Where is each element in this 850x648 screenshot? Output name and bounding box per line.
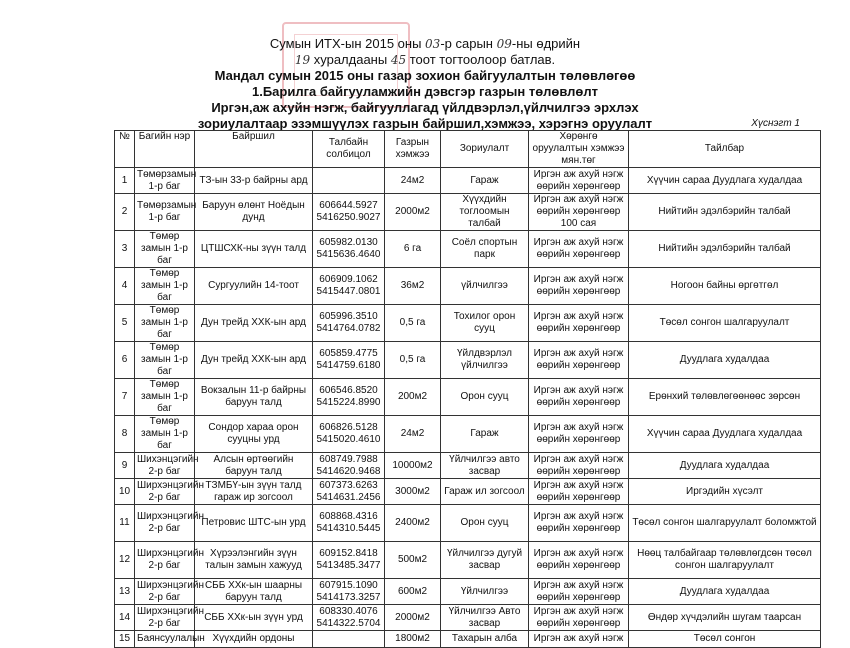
cell-investment: Иргэн аж ахуй нэгж өөрийн хөрөнгөөр: [529, 416, 629, 453]
cell-area: 3000м2: [385, 479, 441, 505]
cell-purpose: Үйлчилгээ дугуй засвар: [441, 542, 529, 579]
table-row: [115, 631, 821, 648]
cell-investment: Иргэн аж ахуй нэгж: [529, 631, 629, 648]
cell-bag: Төмөрзамын 1-р баг: [135, 168, 195, 194]
cell-purpose: Тахарын алба: [441, 631, 529, 648]
approval-text: хуралдааны: [313, 52, 388, 67]
cell-no: 15: [115, 631, 135, 648]
cell-bag: Төмөр замын 1-р баг: [135, 305, 195, 342]
cell-coords: 608868.4316 5414310.5445: [313, 505, 385, 542]
cell-location: Алсын өртөөгийн баруун талд: [195, 453, 313, 479]
cell-area: 600м2: [385, 579, 441, 605]
cell-note: Төсөл сонгон шалгаруулалт боломжтой: [629, 505, 821, 542]
cell-area: 24м2: [385, 168, 441, 194]
cell-bag: Ширхэнцэгийн 2-р баг: [135, 479, 195, 505]
cell-investment: Иргэн аж ахуй нэгж өөрийн хөрөнгөөр: [529, 542, 629, 579]
cell-no: 9: [115, 453, 135, 479]
table-row: [115, 416, 821, 453]
table-row: [115, 168, 821, 194]
cell-bag: Ширхэнцэгийн 2-р баг: [135, 505, 195, 542]
col-header-note: Тайлбар: [629, 131, 821, 168]
cell-note: Дуудлага худалдаа: [629, 342, 821, 379]
table-row: [115, 194, 821, 231]
cell-purpose: Орон сууц: [441, 379, 529, 416]
cell-area: 1800м2: [385, 631, 441, 648]
handwritten-decree: 45: [390, 53, 407, 67]
cell-coords: 606644.5927 5416250.9027: [313, 194, 385, 231]
cell-no: 6: [115, 342, 135, 379]
table-row: [115, 579, 821, 605]
cell-no: 1: [115, 168, 135, 194]
cell-bag: Ширхэнцэгийн 2-р баг: [135, 542, 195, 579]
annex-label: Хүснэгт 1: [751, 118, 800, 129]
table-row: [115, 542, 821, 579]
approval-text: тоот тогтоолоор батлав.: [409, 52, 556, 67]
subtitle-line-2: зориулалтаар эзэмшүүлэх газрын байршил,хэмжээ, хэрэгнэ оруулалт: [197, 116, 653, 131]
cell-coords: 609152.8418 5413485.3477: [313, 542, 385, 579]
cell-bag: Төмөрзамын 1-р баг: [135, 194, 195, 231]
cell-investment: Иргэн аж ахуй нэгж өөрийн хөрөнгөөр: [529, 305, 629, 342]
cell-purpose: Үйлчилгээ: [441, 579, 529, 605]
cell-note: Нийтийн эдэлбэрийн талбай: [629, 231, 821, 268]
cell-coords: [313, 631, 385, 648]
cell-no: 12: [115, 542, 135, 579]
approval-line-2: [0, 52, 850, 67]
cell-no: 14: [115, 605, 135, 631]
cell-location: СББ ХХк-ын шаарны баруун талд: [195, 579, 313, 605]
cell-no: 10: [115, 479, 135, 505]
cell-coords: [313, 168, 385, 194]
cell-location: ТЗМБҮ-ын зүүн талд гараж ир зогсоол: [195, 479, 313, 505]
cell-investment: Иргэн аж ахуй нэгж өөрийн хөрөнгөөр: [529, 268, 629, 305]
table-header-row: [115, 131, 821, 168]
cell-location: Сондор хараа орон сууцны урд: [195, 416, 313, 453]
col-header-location: Байршил: [195, 131, 313, 168]
cell-location: Вокзалын 11-р байрны баруун талд: [195, 379, 313, 416]
cell-area: 0,5 га: [385, 342, 441, 379]
cell-coords: 608749.7988 5414620.9468: [313, 453, 385, 479]
cell-purpose: Тохилог орон сууц: [441, 305, 529, 342]
cell-investment: Иргэн аж ахуй нэгж өөрийн хөрөнгөөр: [529, 579, 629, 605]
cell-bag: Баянсуулалын: [135, 631, 195, 648]
cell-bag: Шихэнцэгийн 2-р баг: [135, 453, 195, 479]
cell-area: 200м2: [385, 379, 441, 416]
cell-note: Ногоон байны өргөтгөл: [629, 268, 821, 305]
cell-coords: 606546.8520 5415224.8990: [313, 379, 385, 416]
col-header-area: Газрын хэмжээ: [385, 131, 441, 168]
col-header-bag: Багийн нэр: [135, 131, 195, 168]
cell-note: Хүүчин сараа Дуудлага худалдаа: [629, 416, 821, 453]
cell-area: 10000м2: [385, 453, 441, 479]
cell-note: Иргэдийн хүсэлт: [629, 479, 821, 505]
cell-location: СББ ХХк-ын зүүн урд: [195, 605, 313, 631]
col-header-coords: Талбайн солбицол: [313, 131, 385, 168]
cell-purpose: Гараж: [441, 416, 529, 453]
cell-coords: 608330.4076 5414322.5704: [313, 605, 385, 631]
cell-location: Сургуулийн 14-тоот: [195, 268, 313, 305]
cell-bag: Төмөр замын 1-р баг: [135, 268, 195, 305]
cell-purpose: үйлчилгээ: [441, 268, 529, 305]
cell-area: 2400м2: [385, 505, 441, 542]
approval-text: -ны өдрийн: [511, 36, 581, 51]
cell-no: 5: [115, 305, 135, 342]
cell-investment: Иргэн аж ахуй нэгж өөрийн хөрөнгөөр: [529, 479, 629, 505]
cell-bag: Төмөр замын 1-р баг: [135, 379, 195, 416]
cell-purpose: Орон сууц: [441, 505, 529, 542]
cell-coords: 607915.1090 5414173.3257: [313, 579, 385, 605]
cell-purpose: Үйлчилгээ Авто засвар: [441, 605, 529, 631]
cell-bag: Төмөр замын 1-р баг: [135, 342, 195, 379]
col-header-investment: Хөрөнгө оруулалтын хэмжээ мян.төг: [529, 131, 629, 168]
section-title: 1.Барилга байгууламжийн дэвсгэр газрын төлөвлөлт: [252, 84, 598, 99]
cell-area: 6 га: [385, 231, 441, 268]
cell-location: ТЗ-ын 33-р байрны ард: [195, 168, 313, 194]
cell-area: 36м2: [385, 268, 441, 305]
cell-no: 11: [115, 505, 135, 542]
table-row: [115, 505, 821, 542]
cell-coords: 606909.1062 5415447.0801: [313, 268, 385, 305]
cell-location: Баруун өлөнт Ноёдын дунд: [195, 194, 313, 231]
approval-text: -р сарын: [440, 36, 493, 51]
cell-coords: 605859.4775 5414759.6180: [313, 342, 385, 379]
cell-investment: Иргэн аж ахуй нэгж өөрийн хөрөнгөөр 100 сая: [529, 194, 629, 231]
cell-note: Өндөр хүчдэлийн шугам таарсан: [629, 605, 821, 631]
land-plan-table: [114, 130, 821, 648]
cell-location: Дун трейд ХХК-ын ард: [195, 305, 313, 342]
cell-location: Дун трейд ХХК-ын ард: [195, 342, 313, 379]
table-row: [115, 268, 821, 305]
cell-investment: Иргэн аж ахуй нэгж өөрийн хөрөнгөөр: [529, 605, 629, 631]
document-title: Мандал сумын 2015 оны газар зохион байгуулалтын төлөвлөгөө: [214, 68, 636, 83]
cell-area: 0,5 га: [385, 305, 441, 342]
cell-bag: Ширхэнцэгийн 2-р баг: [135, 605, 195, 631]
cell-purpose: Гараж ил зогсоол: [441, 479, 529, 505]
approval-text: Сумын ИТХ-ын 2015 оны: [269, 36, 422, 51]
cell-investment: Иргэн аж ахуй нэгж өөрийн хөрөнгөөр: [529, 342, 629, 379]
cell-area: 2000м2: [385, 194, 441, 231]
cell-note: Нөөц талбайгаар төлөвлөгдсөн төсөл сонгон шалгаруулалт: [629, 542, 821, 579]
approval-line-1: [0, 36, 850, 51]
cell-note: Дуудлага худалдаа: [629, 453, 821, 479]
cell-note: Нийтийн эдэлбэрийн талбай: [629, 194, 821, 231]
table-row: [115, 379, 821, 416]
cell-location: Хүүхдийн ордоны: [195, 631, 313, 648]
cell-note: Ерөнхий төлөвлөгөөнөөс зөрсөн: [629, 379, 821, 416]
cell-no: 3: [115, 231, 135, 268]
cell-investment: Иргэн аж ахуй нэгж өөрийн хөрөнгөөр: [529, 453, 629, 479]
cell-location: Петровис ШТС-ын урд: [195, 505, 313, 542]
col-header-no: №: [115, 131, 135, 168]
cell-area: 500м2: [385, 542, 441, 579]
cell-no: 13: [115, 579, 135, 605]
cell-coords: 605996.3510 5414764.0782: [313, 305, 385, 342]
cell-area: 2000м2: [385, 605, 441, 631]
col-header-purpose: Зориулалт: [441, 131, 529, 168]
cell-purpose: Үйлдвэрлэл үйлчилгээ: [441, 342, 529, 379]
cell-bag: Ширхэнцэгийн 2-р баг: [135, 579, 195, 605]
cell-coords: 605982.0130 5415636.4640: [313, 231, 385, 268]
cell-no: 2: [115, 194, 135, 231]
table-row: [115, 479, 821, 505]
cell-coords: 606826.5128 5415020.4610: [313, 416, 385, 453]
subtitle-line-1: Иргэн,аж ахуйн нэгж, байгууллагад үйлдвэрлэл,үйлчилгээ эрхлэх: [211, 100, 639, 115]
table-row: [115, 342, 821, 379]
handwritten-month: 03: [425, 37, 441, 51]
cell-investment: Иргэн аж ахуй нэгж өөрийн хөрөнгөөр: [529, 168, 629, 194]
cell-area: 24м2: [385, 416, 441, 453]
table-row: [115, 231, 821, 268]
cell-note: Төсөл сонгон шалгаруулалт: [629, 305, 821, 342]
cell-investment: Иргэн аж ахуй нэгж өөрийн хөрөнгөөр: [529, 379, 629, 416]
table-row: [115, 605, 821, 631]
table-row: [115, 453, 821, 479]
cell-purpose: Соёл спортын парк: [441, 231, 529, 268]
cell-investment: Иргэн аж ахуй нэгж өөрийн хөрөнгөөр: [529, 505, 629, 542]
cell-location: ЦТШСХК-ны зүүн талд: [195, 231, 313, 268]
cell-note: Дуудлага худалдаа: [629, 579, 821, 605]
handwritten-session: 19: [294, 53, 311, 67]
cell-investment: Иргэн аж ахуй нэгж өөрийн хөрөнгөөр: [529, 231, 629, 268]
cell-no: 7: [115, 379, 135, 416]
cell-no: 4: [115, 268, 135, 305]
cell-note: Хүүчин сараа Дуудлага худалдаа: [629, 168, 821, 194]
cell-no: 8: [115, 416, 135, 453]
table-row: [115, 305, 821, 342]
cell-bag: Төмөр замын 1-р баг: [135, 416, 195, 453]
cell-coords: 607373.6263 5414631.2456: [313, 479, 385, 505]
cell-location: Хүрээлэнгийн зүүн талын замын хажууд: [195, 542, 313, 579]
cell-purpose: Гараж: [441, 168, 529, 194]
cell-note: Төсөл сонгон: [629, 631, 821, 648]
handwritten-day: 09: [496, 37, 512, 51]
cell-purpose: Үйлчилгээ авто засвар: [441, 453, 529, 479]
cell-bag: Төмөр замын 1-р баг: [135, 231, 195, 268]
cell-purpose: Хүүхдийн тоглоомын талбай: [441, 194, 529, 231]
